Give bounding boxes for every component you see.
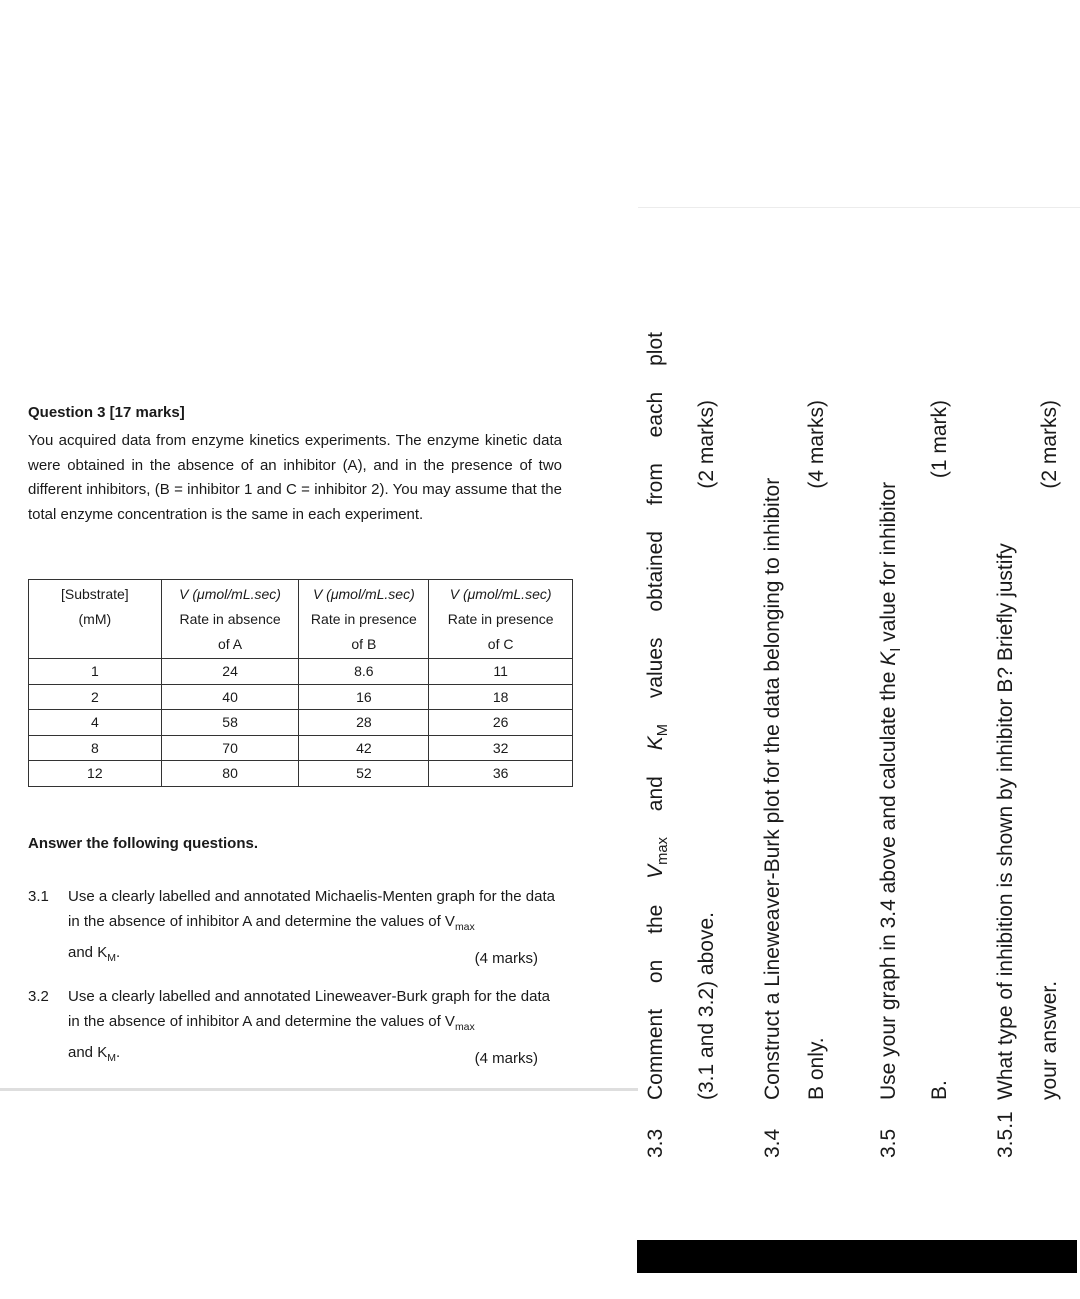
black-bar bbox=[637, 1240, 1077, 1273]
top-divider bbox=[638, 207, 1080, 208]
question-3-4: 3.4 Construct a Lineweaver-Burk plot for the data belonging to inhibitor B only. (4 marks) bbox=[758, 318, 832, 1158]
header-rate-b: V (μmol/mL.sec) Rate in presence of B bbox=[299, 580, 429, 659]
cell: 70 bbox=[161, 735, 299, 761]
marks-label: (1 mark) bbox=[928, 400, 952, 479]
cell: 28 bbox=[299, 710, 429, 736]
page-divider bbox=[0, 1088, 638, 1091]
marks-label: (4 marks) bbox=[474, 950, 538, 967]
table-row bbox=[29, 684, 573, 710]
question-3-2: 3.2 Use a clearly labelled and annotated Lineweaver-Burk graph for the data in the absence of inhibitor A and determine the values of $V_{max}$ and $K_M$. (4 marks) bbox=[28, 984, 562, 1071]
rotated-questions bbox=[641, 318, 1080, 1158]
marks-label: (2 marks) bbox=[695, 400, 719, 489]
question-3-3: 3.3 Comment on the $V_{max}$ and $K_M$ values obtained from each plot (3.1 and 3.2) above. (2 marks) bbox=[641, 318, 722, 1158]
cell: 4 bbox=[29, 710, 162, 736]
cell: 18 bbox=[429, 684, 573, 710]
cell: 11 bbox=[429, 659, 573, 685]
cell: 24 bbox=[161, 659, 299, 685]
cell: 1 bbox=[29, 659, 162, 685]
marks-label: (4 marks) bbox=[474, 1050, 538, 1067]
table-row bbox=[29, 710, 573, 736]
table-header-row bbox=[29, 580, 573, 659]
question-intro: You acquired data from enzyme kinetics experiments. The enzyme kinetic data were obtained in the absence of an inhibitor (A), and in the presence of two different inhibitors, (B = inhibitor 1 and C = inhibitor 2). You may assume that the total enzyme concentration is the same in each experiment. bbox=[28, 432, 562, 523]
question-3-5-1: 3.5.1 What type of inhibition is shown by inhibitor B? Briefly justify your answer. (2 marks) bbox=[991, 318, 1065, 1158]
cell: 8.6 bbox=[299, 659, 429, 685]
cell: 2 bbox=[29, 684, 162, 710]
question-3-5: 3.5 Use your graph in 3.4 above and calculate the $K_I$ value for inhibitor B. (1 mark) bbox=[874, 318, 955, 1158]
cell: 42 bbox=[299, 735, 429, 761]
cell: 52 bbox=[299, 761, 429, 787]
cell: 58 bbox=[161, 710, 299, 736]
kinetics-table bbox=[28, 579, 573, 787]
table-row bbox=[29, 761, 573, 787]
table-row bbox=[29, 659, 573, 685]
header-substrate: [Substrate] (mM) bbox=[29, 580, 162, 659]
cell: 40 bbox=[161, 684, 299, 710]
cell: 8 bbox=[29, 735, 162, 761]
marks-label: (2 marks) bbox=[1038, 400, 1061, 489]
cell: 12 bbox=[29, 761, 162, 787]
cell: 32 bbox=[429, 735, 573, 761]
answer-heading: Answer the following questions. bbox=[28, 835, 259, 852]
question-title: Question 3 [17 marks] bbox=[28, 404, 185, 421]
cell: 26 bbox=[429, 710, 573, 736]
header-rate-a: V (μmol/mL.sec) Rate in absence of A bbox=[161, 580, 299, 659]
cell: 36 bbox=[429, 761, 573, 787]
cell: 16 bbox=[299, 684, 429, 710]
cell: 80 bbox=[161, 761, 299, 787]
marks-label: (4 marks) bbox=[805, 400, 828, 489]
question-3-1: 3.1 Use a clearly labelled and annotated Michaelis-Menten graph for the data in the absence of inhibitor A and determine the values of $V_{max}$ and $K_M$. (4 marks) bbox=[28, 884, 562, 971]
table-row bbox=[29, 735, 573, 761]
header-rate-c: V (μmol/mL.sec) Rate in presence of C bbox=[429, 580, 573, 659]
